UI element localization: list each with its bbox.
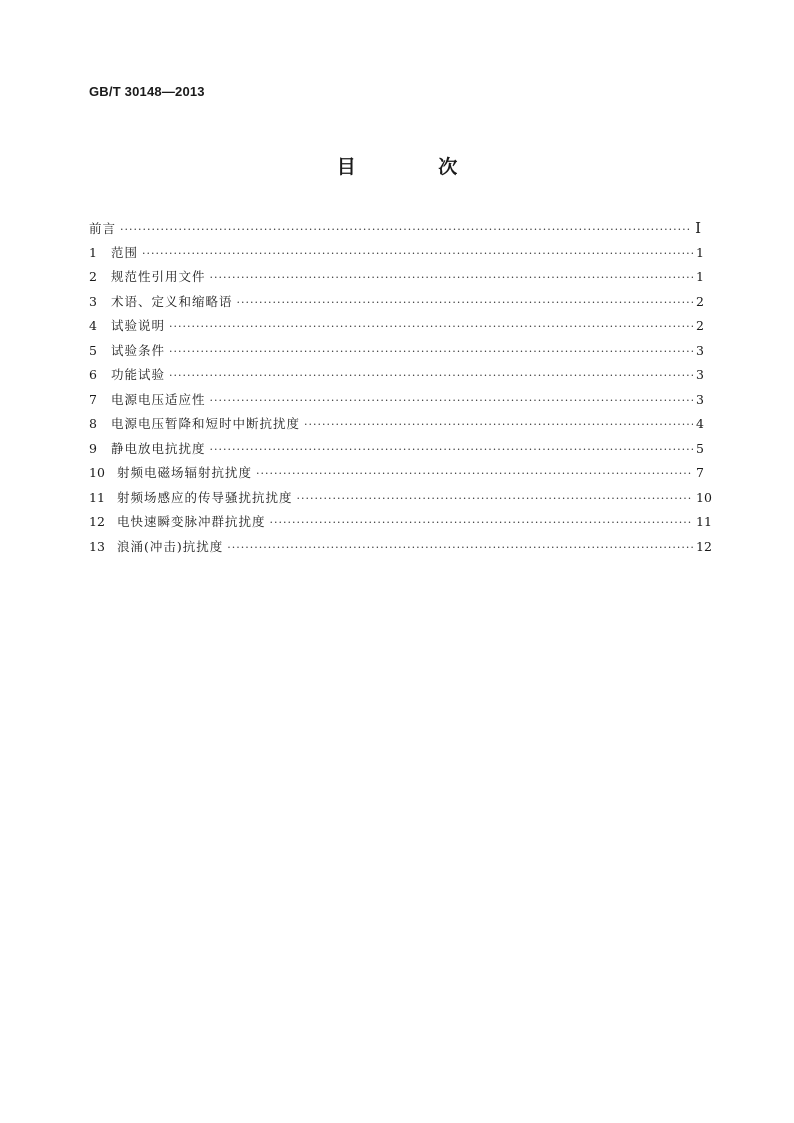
toc-entry-page: Ⅰ xyxy=(695,219,701,237)
toc-leader-dots xyxy=(270,511,693,536)
toc-entry-page: 11 xyxy=(696,514,712,529)
toc-entry-number: 12 xyxy=(89,514,105,529)
toc-leader-dots xyxy=(210,438,693,463)
table-of-contents xyxy=(89,216,712,559)
toc-leader-dots xyxy=(256,462,693,487)
toc-entry-9[interactable] xyxy=(89,437,704,462)
toc-entry-number: 6 xyxy=(89,367,97,382)
toc-leader-dots xyxy=(304,413,693,438)
toc-entry-label: 电快速瞬变脉冲群抗扰度 xyxy=(117,514,266,529)
toc-entry-label: 浪涌(冲击)抗扰度 xyxy=(117,538,224,554)
toc-entry-number: 10 xyxy=(89,465,105,480)
standard-code: GB/T 30148—2013 xyxy=(89,84,205,99)
toc-entry-5[interactable] xyxy=(89,339,704,364)
toc-entry-number: 5 xyxy=(89,342,97,358)
toc-leader-dots xyxy=(210,389,693,414)
toc-entry-label: 射频电磁场辐射抗扰度 xyxy=(117,465,253,480)
toc-entry-7[interactable] xyxy=(89,388,704,413)
toc-leader-dots xyxy=(169,315,693,340)
toc-entry-label: 规范性引用文件 xyxy=(111,269,206,284)
toc-entry-2[interactable] xyxy=(89,265,704,290)
toc-entry-label: 试验说明 xyxy=(111,318,166,333)
toc-entry-label: 电源电压暂降和短时中断抗扰度 xyxy=(111,416,301,431)
toc-entry-number: 8 xyxy=(89,416,97,431)
toc-entry-foreword[interactable] xyxy=(89,216,704,241)
toc-entry-number: 4 xyxy=(89,318,97,333)
toc-leader-dots xyxy=(142,242,693,267)
toc-entry-number: 11 xyxy=(89,489,105,505)
toc-entry-page: 2 xyxy=(696,293,704,309)
toc-entry-page: 1 xyxy=(696,269,704,284)
toc-entry-page: 3 xyxy=(696,367,704,382)
toc-entry-13[interactable] xyxy=(89,535,712,560)
toc-entry-label: 电源电压适应性 xyxy=(111,391,206,407)
toc-entry-page: 3 xyxy=(696,342,704,358)
toc-entry-number: 13 xyxy=(89,538,105,554)
toc-leader-dots xyxy=(169,340,693,365)
toc-entry-8[interactable] xyxy=(89,412,704,437)
toc-entry-10[interactable] xyxy=(89,461,704,486)
toc-entry-page: 2 xyxy=(696,318,704,333)
toc-entry-number: 1 xyxy=(89,244,97,260)
toc-entry-label: 前言 xyxy=(89,221,117,236)
toc-entry-label: 试验条件 xyxy=(111,342,166,358)
toc-entry-11[interactable] xyxy=(89,486,712,511)
toc-leader-dots xyxy=(237,291,693,316)
toc-entry-number: 2 xyxy=(89,269,97,284)
toc-entry-label: 静电放电抗扰度 xyxy=(111,440,206,456)
toc-entry-page: 1 xyxy=(696,244,704,260)
toc-entry-page: 5 xyxy=(696,440,704,456)
toc-entry-number: 9 xyxy=(89,440,97,456)
toc-leader-dots xyxy=(210,266,693,291)
toc-leader-dots xyxy=(297,487,693,512)
toc-entry-4[interactable] xyxy=(89,314,704,339)
toc-entry-page: 10 xyxy=(696,489,712,505)
toc-entry-1[interactable] xyxy=(89,241,704,266)
toc-entry-label: 功能试验 xyxy=(111,367,166,382)
toc-entry-page: 4 xyxy=(696,416,704,431)
toc-entry-page: 7 xyxy=(696,465,704,480)
toc-leader-dots xyxy=(120,218,690,243)
toc-entry-page: 12 xyxy=(696,538,712,554)
toc-entry-number: 3 xyxy=(89,293,97,309)
toc-leader-dots xyxy=(169,364,693,389)
toc-title: 目 次 xyxy=(336,156,496,178)
toc-entry-number: 7 xyxy=(89,391,97,407)
toc-entry-label: 射频场感应的传导骚扰抗扰度 xyxy=(117,489,293,505)
toc-entry-page: 3 xyxy=(696,391,704,407)
toc-entry-6[interactable] xyxy=(89,363,704,388)
toc-entry-3[interactable] xyxy=(89,290,704,315)
toc-entry-label: 术语、定义和缩略语 xyxy=(111,293,233,309)
toc-entry-label: 范围 xyxy=(111,244,139,260)
toc-leader-dots xyxy=(227,536,693,561)
toc-entry-12[interactable] xyxy=(89,510,712,535)
